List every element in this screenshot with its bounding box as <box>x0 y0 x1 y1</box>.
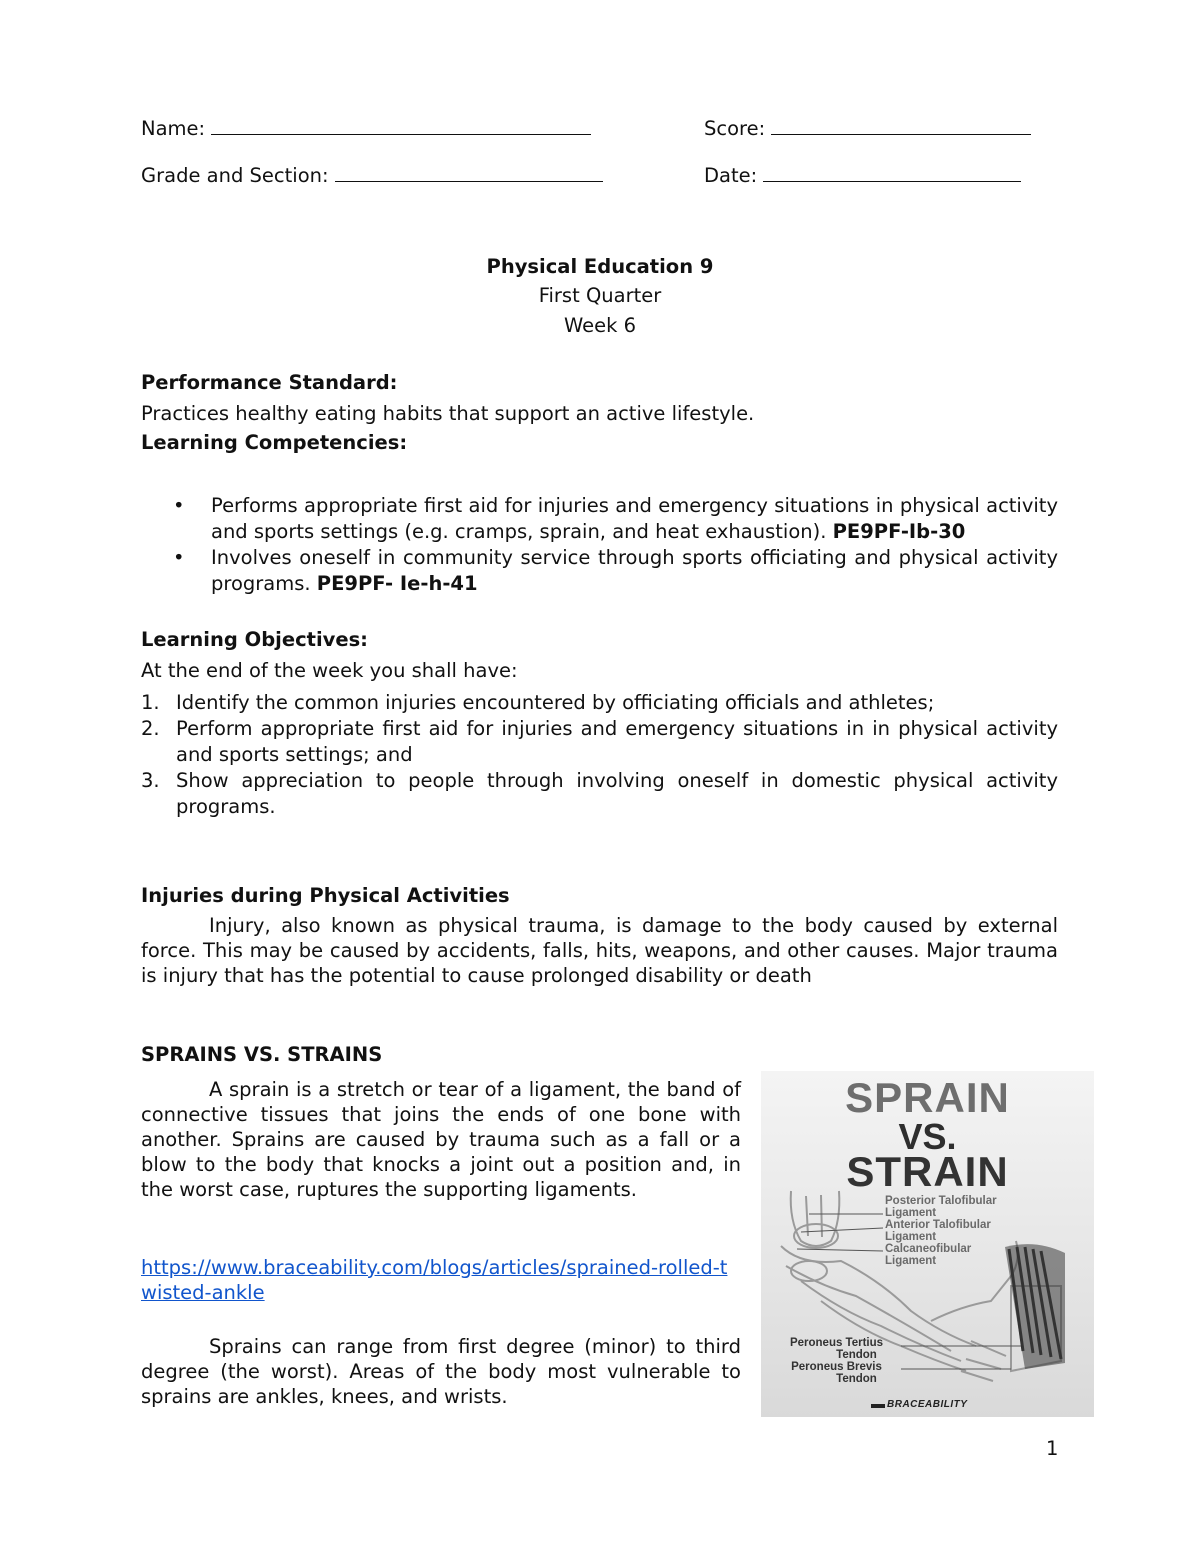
page-number: 1 <box>1046 1437 1059 1460</box>
bullet-icon: • <box>173 546 185 569</box>
learning-competencies-heading: Learning Competencies: <box>141 431 408 454</box>
score-label: Score: <box>704 117 766 140</box>
list-item <box>141 493 1058 545</box>
performance-standard-heading: Performance Standard: <box>141 371 398 394</box>
sprains-heading: SPRAINS VS. STRAINS <box>141 1043 383 1066</box>
sprains-paragraph-2: Sprains can range from first degree (minor) to third degree (the worst). Areas of the body most vulnerable to sprains are ankles, knees, and wrists. <box>141 1335 741 1408</box>
tendon-label: Peroneus Tertius <box>789 1337 884 1349</box>
bullet-icon: • <box>173 494 185 517</box>
name-field[interactable] <box>141 114 591 140</box>
ligament-label: Ligament <box>885 1255 937 1267</box>
list-item <box>141 690 1058 716</box>
date-field[interactable] <box>704 161 1021 187</box>
competency-text: Performs appropriate first aid for injuries and emergency situations in physical activity and sports settings (e.g. cramps, sprain, and heat exhaustion). <box>211 494 1058 543</box>
learning-objectives-heading: Learning Objectives: <box>141 628 368 651</box>
week-title: Week 6 <box>563 314 637 337</box>
grade-section-field[interactable] <box>141 161 603 187</box>
list-number: 3. <box>141 769 160 792</box>
list-item <box>141 716 1058 768</box>
performance-standard-text: Practices healthy eating habits that support an active lifestyle. <box>141 402 755 425</box>
ligament-label: Posterior Talofibular <box>885 1195 997 1207</box>
name-blank[interactable] <box>211 114 591 135</box>
figure-title-sprain: SPRAIN <box>845 1074 1010 1121</box>
figure-title-vs: VS. <box>898 1116 957 1157</box>
competency-code: PE9PF-Ib-30 <box>832 520 966 543</box>
score-field[interactable] <box>704 114 1031 140</box>
injuries-text: Injury, also known as physical trauma, is damage to the body caused by external force. This may be caused by accidents, falls, hits, weapons, and other causes. Major trauma is injury that has the potential to cause prolonged disability or death <box>141 914 1058 987</box>
sprain-vs-strain-image <box>761 1071 1094 1417</box>
injuries-heading: Injuries during Physical Activities <box>141 884 510 907</box>
objective-text: Identify the common injuries encountered by officiating officials and athletes; <box>176 691 935 714</box>
grade-section-blank[interactable] <box>335 161 603 182</box>
list-number: 2. <box>141 717 160 740</box>
tendon-labels <box>769 1337 904 1385</box>
sprains-paragraph-1: A sprain is a stretch or tear of a ligament, the band of connective tissues that joins the ends of one bone with another. Sprains are caused by trauma such as a fall or a blow to the body that knocks a joint out a position and, in the worst case, ruptures the supporting ligaments. <box>141 1078 741 1201</box>
competencies-list <box>141 493 1058 597</box>
ligament-label: Ligament <box>885 1231 937 1243</box>
grade-section-label: Grade and Section: <box>141 164 329 187</box>
competency-text: Involves oneself in community service through sports officiating and physical activity programs. <box>211 546 1058 595</box>
ligament-labels <box>885 1195 997 1267</box>
objective-text: Perform appropriate first aid for injuries and emergency situations in in physical activity and sports settings; and <box>176 717 1058 766</box>
objectives-list <box>141 690 1058 820</box>
ligament-label: Ligament <box>885 1207 937 1219</box>
braceability-link[interactable]: https://www.braceability.com/blogs/articles/sprained-rolled-twisted-ankle <box>141 1256 728 1304</box>
ligament-label: Anterior Talofibular <box>885 1219 991 1231</box>
objective-text: Show appreciation to people through involving oneself in domestic physical activity programs. <box>176 769 1058 818</box>
source-link-container <box>141 1255 741 1305</box>
competency-code: PE9PF- Ie-h-41 <box>316 572 478 595</box>
list-item <box>141 545 1058 597</box>
list-number: 1. <box>141 691 160 714</box>
braceability-logo: BRACEABILITY <box>887 1399 968 1410</box>
quarter-title: First Quarter <box>538 284 662 307</box>
tendon-label: Tendon <box>836 1349 877 1361</box>
score-blank[interactable] <box>771 114 1031 135</box>
date-blank[interactable] <box>763 161 1021 182</box>
subject-title: Physical Education 9 <box>486 255 714 278</box>
tendon-label: Tendon <box>836 1373 877 1385</box>
figure-title-strain: STRAIN <box>846 1148 1009 1195</box>
date-label: Date: <box>704 164 758 187</box>
name-label: Name: <box>141 117 206 140</box>
list-item <box>141 768 1058 820</box>
tendon-label: Peroneus Brevis <box>791 1361 882 1373</box>
ligament-label: Calcaneofibular <box>885 1243 972 1255</box>
learning-objectives-intro: At the end of the week you shall have: <box>141 659 518 682</box>
